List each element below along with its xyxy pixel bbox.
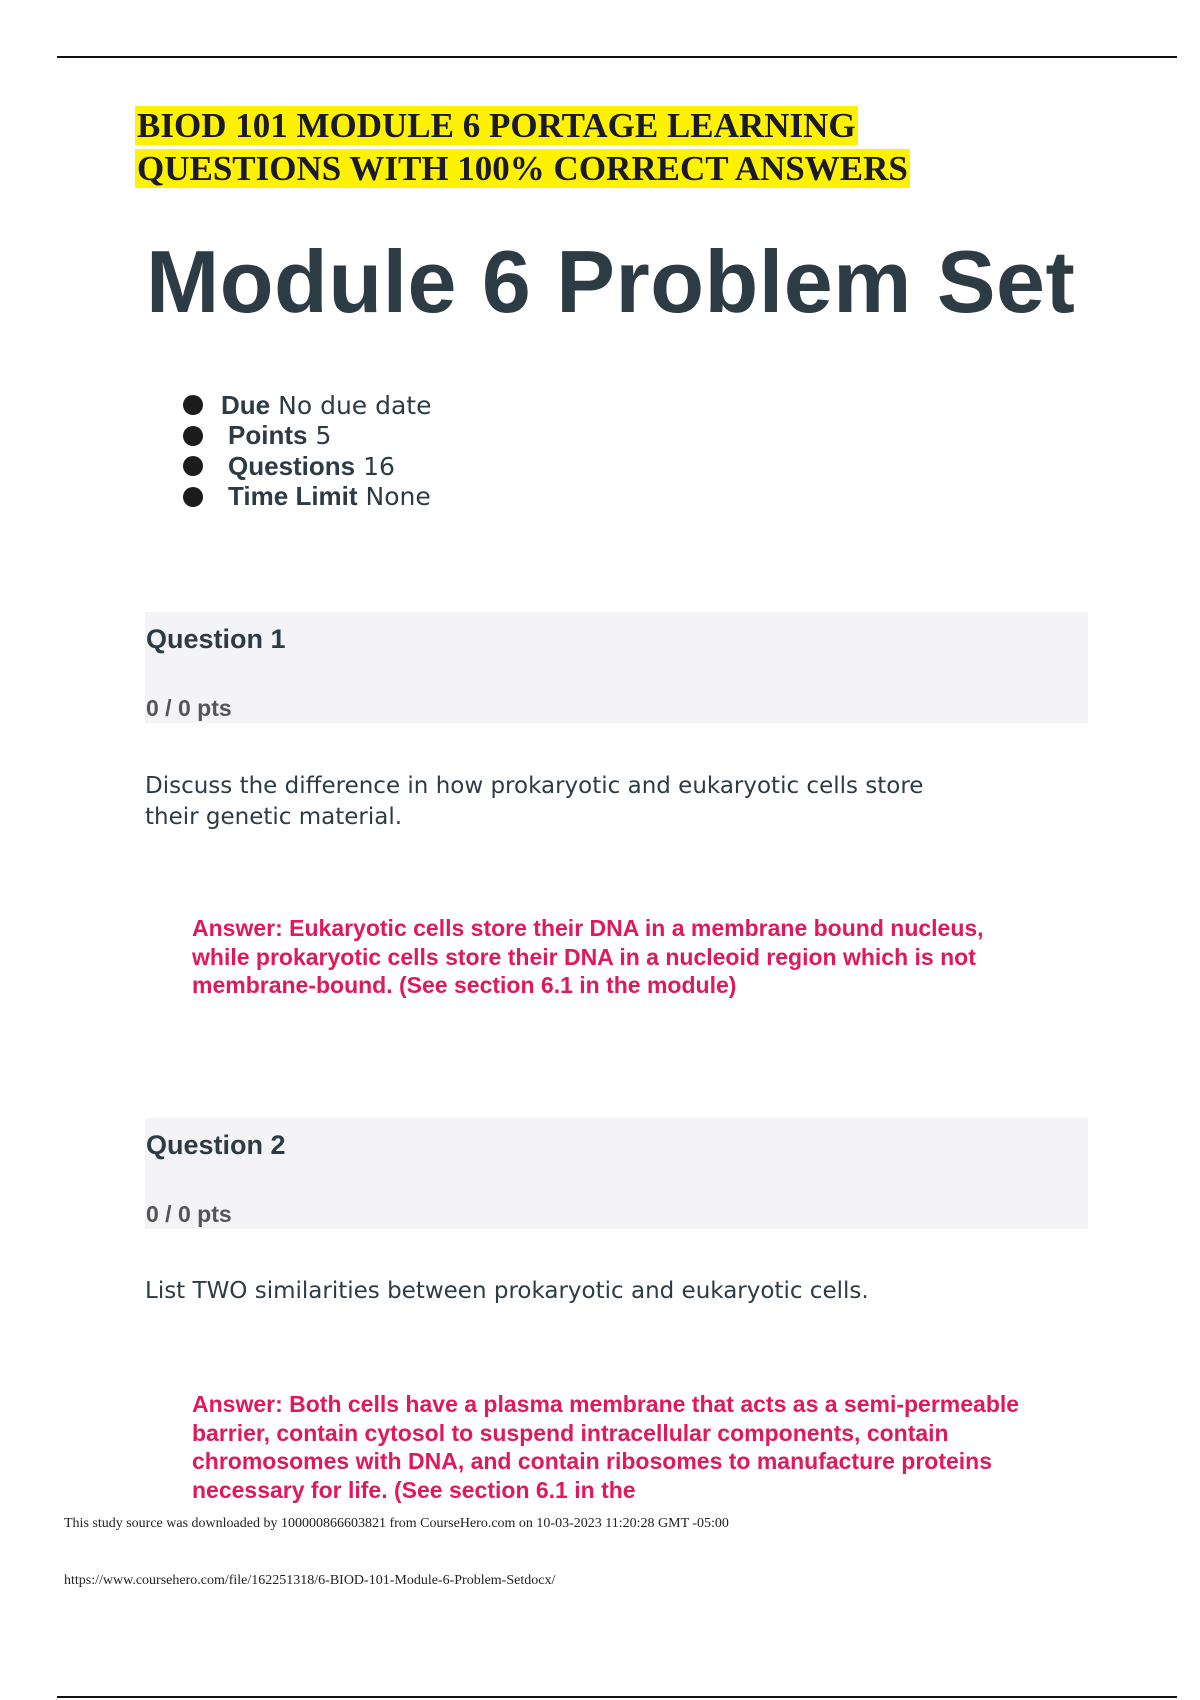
source-url[interactable]: https://www.coursehero.com/file/162251318/6-BIOD-101-Module-6-Problem-Setdocx/ — [64, 1573, 556, 1588]
meta-questions-label: Questions — [228, 450, 356, 481]
meta-questions-value: 16 — [363, 451, 395, 481]
top-rule — [57, 56, 1177, 58]
bullet-icon — [183, 487, 203, 507]
question-2-header — [145, 1118, 1088, 1229]
meta-points-label: Points — [228, 420, 308, 451]
question-1-points: 0 / 0 pts — [146, 695, 232, 721]
meta-questions — [183, 451, 431, 482]
meta-points-value: 5 — [315, 421, 332, 451]
document-title-line-1: BIOD 101 MODULE 6 PORTAGE LEARNING — [137, 106, 856, 145]
bullet-icon — [183, 426, 203, 446]
meta-time-limit-value: None — [365, 482, 431, 512]
bottom-rule — [57, 1696, 1177, 1698]
document-title-line-2: QUESTIONS WITH 100% CORRECT ANSWERS — [137, 149, 908, 188]
bullet-icon — [183, 395, 203, 415]
question-2-points: 0 / 0 pts — [146, 1201, 232, 1227]
question-1-text: Discuss the difference in how prokaryotic and eukaryotic cells store their genetic material. — [145, 773, 924, 830]
meta-due-label: Due — [221, 389, 271, 420]
meta-time-limit-label: Time Limit — [228, 481, 358, 512]
bullet-icon — [183, 456, 203, 476]
question-2-text: List TWO similarities between prokaryotic and eukaryotic cells. — [145, 1278, 869, 1304]
question-1-title: Question 1 — [146, 624, 286, 654]
meta-due — [183, 390, 431, 421]
question-2-answer: Answer: Both cells have a plasma membrane that acts as a semi-permeable barrier, contain cytosol to suspend intracellular components, contain chromosomes with DNA, and contain ribosomes to manufacture proteins necessary for life. (See section 6.1 in the — [192, 1391, 1020, 1503]
assignment-meta-list — [183, 390, 431, 512]
meta-due-value: No due date — [278, 390, 432, 420]
download-note: This study source was downloaded by 100000866603821 from CourseHero.com on 10-03-2023 11:20:28 GMT -05:00 — [64, 1516, 729, 1531]
meta-points — [183, 421, 431, 452]
question-1-answer: Answer: Eukaryotic cells store their DNA in a membrane bound nucleus, while prokaryotic cells store their DNA in a nucleoid region which is not membrane-bound. (See section 6.1 in the module) — [192, 915, 984, 998]
question-1-header — [145, 612, 1088, 723]
document-title — [135, 104, 910, 190]
question-2-title: Question 2 — [146, 1130, 286, 1160]
module-heading: Module 6 Problem Set — [146, 232, 1076, 331]
meta-time-limit — [183, 482, 431, 513]
